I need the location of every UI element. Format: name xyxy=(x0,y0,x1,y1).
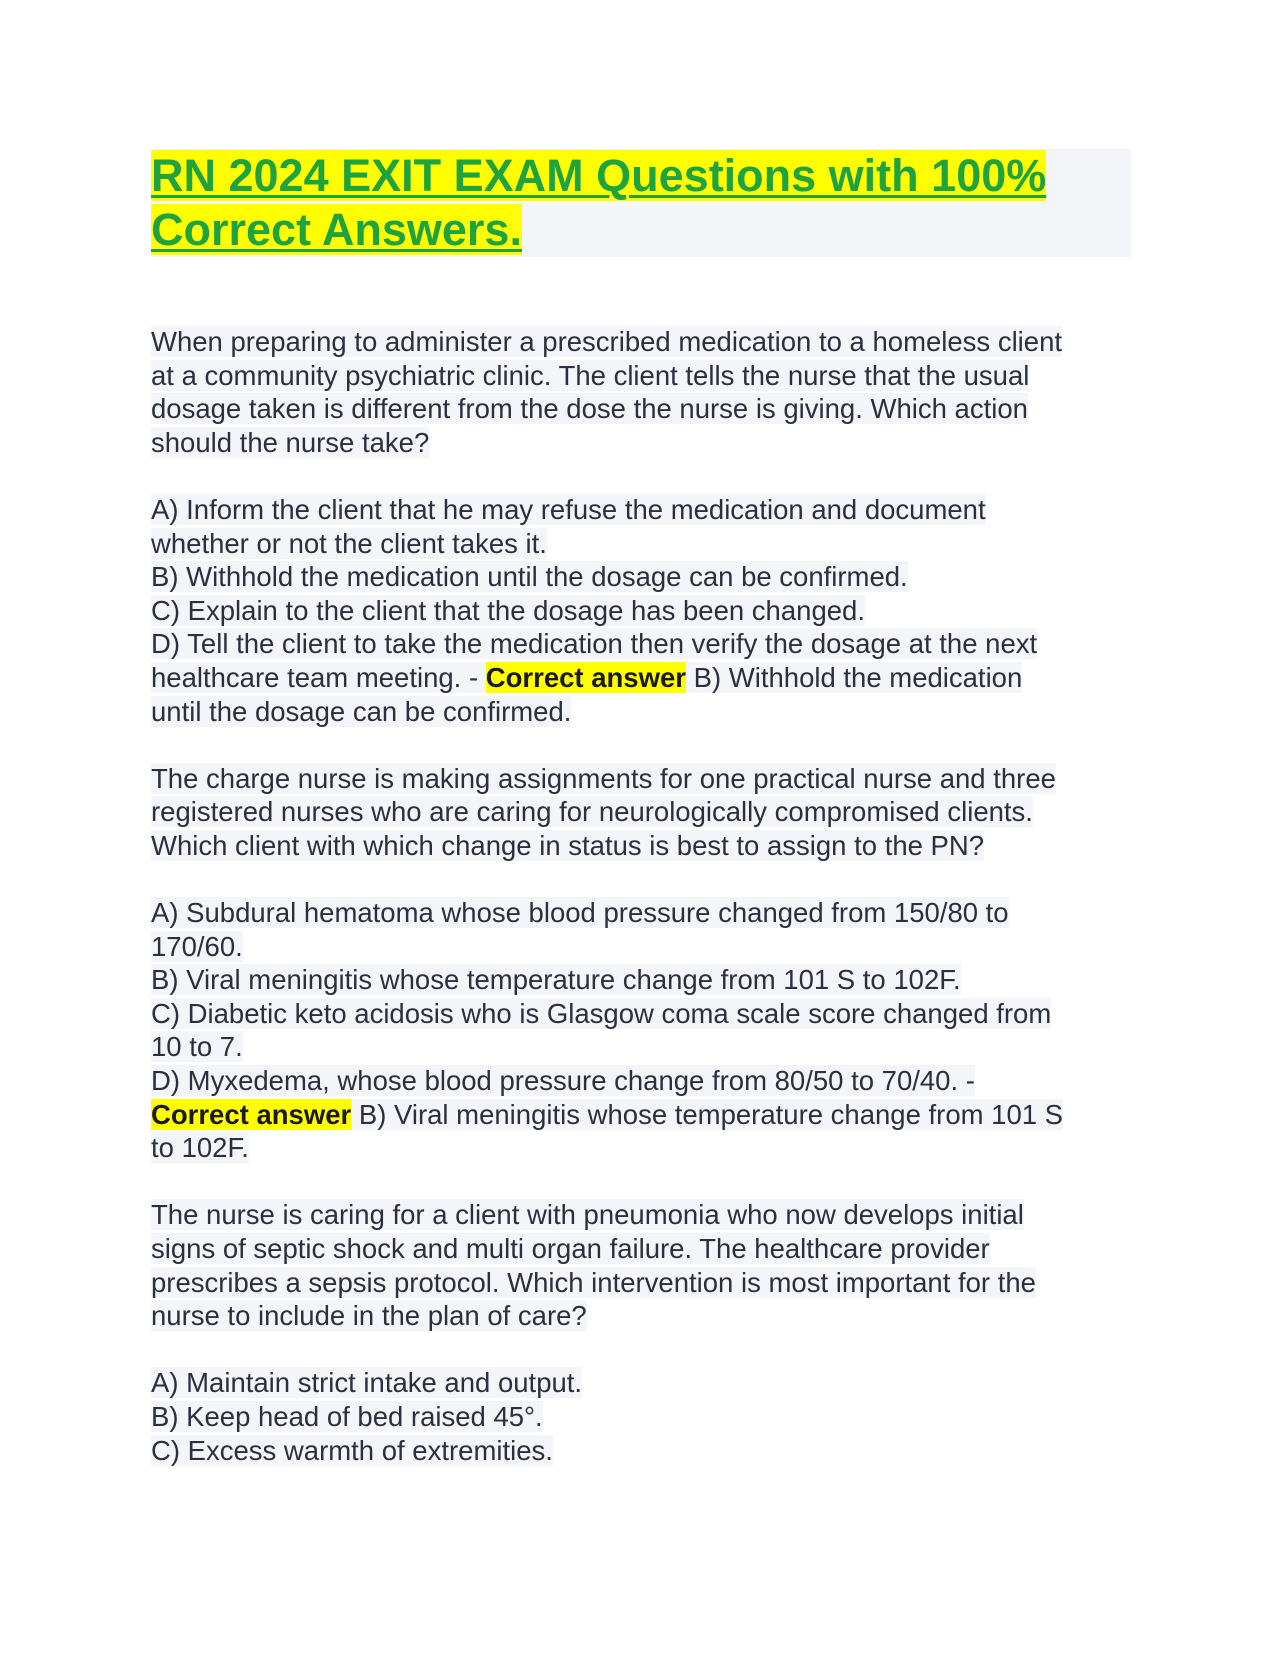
option-line: 10 to 7. xyxy=(151,1031,243,1063)
question-1-options xyxy=(151,493,1131,728)
option-line: B) Viral meningitis whose temperature change from 101 S to 102F. xyxy=(151,964,961,996)
stem-line: nurse to include in the plan of care? xyxy=(151,1300,587,1332)
document-page xyxy=(151,149,1131,1501)
answer-text: B) Viral meningitis whose temperature change from 101 S xyxy=(351,1098,1064,1130)
question-2-options xyxy=(151,896,1131,1165)
stem-line: The nurse is caring for a client with pneumonia who now develops initial xyxy=(151,1199,1024,1231)
option-line: C) Excess warmth of extremities. xyxy=(151,1434,553,1466)
answer-prefix: healthcare team meeting. - xyxy=(151,661,486,693)
option-line: C) Explain to the client that the dosage has been changed. xyxy=(151,594,865,626)
option-line: D) Tell the client to take the medication then verify the dosage at the next xyxy=(151,628,1038,660)
option-line: A) Maintain strict intake and output. xyxy=(151,1367,583,1399)
stem-line: signs of septic shock and multi organ failure. The healthcare provider xyxy=(151,1233,990,1265)
answer-text: B) Withhold the medication xyxy=(686,661,1023,693)
title-block xyxy=(151,149,1131,257)
stem-line: should the nurse take? xyxy=(151,426,430,458)
option-line: D) Myxedema, whose blood pressure change from 80/50 to 70/40. - xyxy=(151,1065,975,1097)
stem-line: dosage taken is different from the dose the nurse is giving. Which action xyxy=(151,393,1028,425)
option-line: 170/60. xyxy=(151,930,243,962)
stem-line: When preparing to administer a prescribed medication to a homeless client xyxy=(151,326,1063,357)
stem-line: The charge nurse is making assignments for one practical nurse and three xyxy=(151,762,1056,794)
title-line-2: Correct Answers. xyxy=(151,204,522,255)
correct-answer-label: Correct answer xyxy=(485,661,686,693)
answer-line xyxy=(151,661,1131,695)
question-3-options xyxy=(151,1366,1131,1467)
option-line: B) Keep head of bed raised 45°. xyxy=(151,1401,543,1432)
stem-line: Which client with which change in status is best to assign to the PN? xyxy=(151,829,985,861)
option-line: A) Subdural hematoma whose blood pressure changed from 150/80 to xyxy=(151,897,1009,929)
option-line: A) Inform the client that he may refuse the medication and document xyxy=(151,493,986,525)
stem-line: prescribes a sepsis protocol. Which intervention is most important for the xyxy=(151,1266,1036,1298)
document-body xyxy=(151,325,1131,1467)
correct-answer-label: Correct answer xyxy=(151,1098,352,1130)
stem-line: registered nurses who are caring for neurologically compromised clients. xyxy=(151,796,1033,828)
option-line: C) Diabetic keto acidosis who is Glasgow coma scale score changed from xyxy=(151,997,1052,1029)
option-line: whether or not the client takes it. xyxy=(151,527,547,559)
question-1-stem xyxy=(151,325,1131,459)
answer-tail: to 102F. xyxy=(151,1132,249,1164)
question-2-stem xyxy=(151,762,1131,863)
answer-line xyxy=(151,1098,1131,1132)
option-line: B) Withhold the medication until the dosage can be confirmed. xyxy=(151,561,908,593)
question-3-stem xyxy=(151,1198,1131,1332)
title-line-1: RN 2024 EXIT EXAM Questions with 100% xyxy=(151,150,1047,201)
answer-tail: until the dosage can be confirmed. xyxy=(151,695,572,727)
stem-line: at a community psychiatric clinic. The client tells the nurse that the usual xyxy=(151,359,1030,391)
document-title xyxy=(151,149,1131,257)
